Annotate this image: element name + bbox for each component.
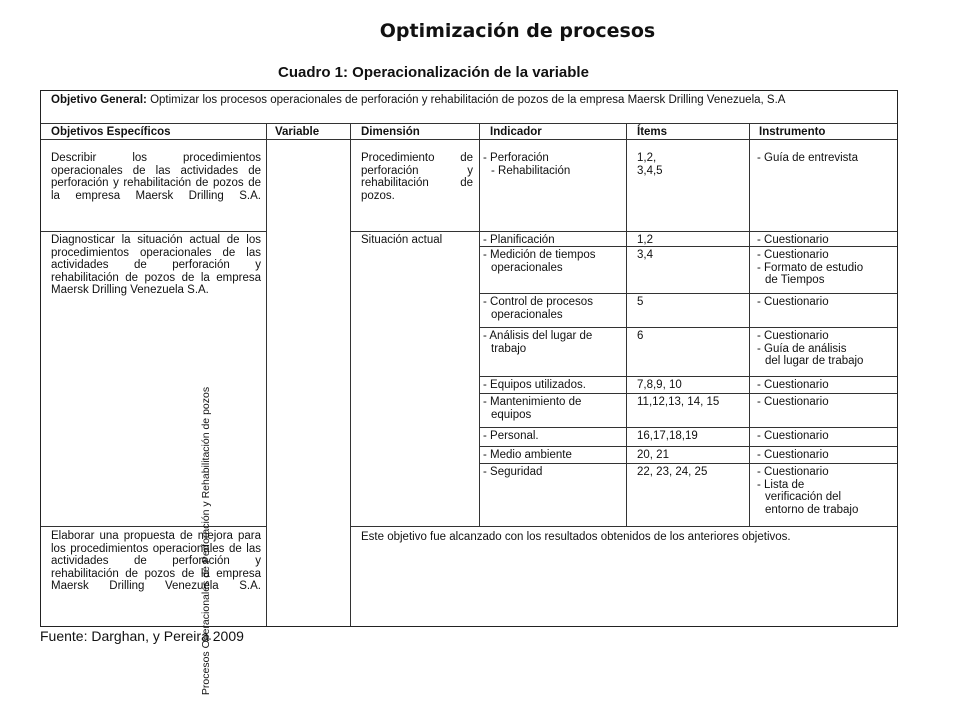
indicator-text: - Seguridad [483, 466, 543, 478]
variable-label: Procesos Operacionales de Perforación y Rehabilitación de pozos [200, 386, 212, 696]
items-text: 3,4,5 [637, 164, 663, 177]
indicator-text: trabajo [491, 342, 527, 355]
items-text: 7,8,9, 10 [637, 379, 682, 391]
instrument-text: - Cuestionario [757, 296, 829, 308]
table-source: Fuente: Darghan, y Pereira 2009 [40, 628, 244, 644]
dimension-procedimiento: Procedimiento de perforación y rehabilitación de pozos. [361, 152, 473, 202]
items-text: 3,4 [637, 249, 653, 261]
table-caption: Cuadro 1: Operacionalización de la variable [278, 64, 589, 81]
items-text: 5 [637, 296, 644, 308]
instrument-text: - Cuestionario [757, 396, 829, 408]
indicator-text: - Personal. [483, 430, 539, 442]
instrument-text: - Cuestionario [757, 430, 829, 442]
instrument-text: del lugar de trabajo [765, 355, 864, 367]
indicator-text: - Planificación [483, 234, 555, 246]
indicator-text: - Control de procesos [483, 296, 593, 308]
items-text: 1,2, [637, 152, 657, 164]
items-text: 20, 21 [637, 449, 669, 461]
instrument-text: - Lista de [757, 478, 805, 491]
dimension-situacion-actual: Situación actual [361, 234, 443, 246]
header-objetivos: Objetivos Específicos [51, 126, 171, 138]
items-text: 22, 23, 24, 25 [637, 466, 708, 478]
instrument-text: - Cuestionario [757, 466, 829, 478]
objetivo-especifico-2: Diagnosticar la situación actual de los procedimientos operacionales de las actividades de perforación y rehabilitación de pozos de la empresa Maersk Drilling Venezuela S.A. [51, 234, 261, 296]
objetivo-especifico-1: Describir los procedimientos operacionales de las actividades de perforación y rehabilitación de pozos de la empresa Maersk Drilling S.A. [51, 152, 261, 202]
header-dimension: Dimensión [361, 126, 420, 138]
header-items: Ítems [637, 126, 668, 138]
instrument-text: - Cuestionario [757, 379, 829, 391]
items-text: 16,17,18,19 [637, 430, 698, 442]
instrument-text: entorno de trabajo [765, 503, 859, 516]
objetivo-especifico-3: Elaborar una propuesta de mejora para los procedimientos operacionales de las actividades de perforación y rehabilitación de pozos de la empresa Maersk Drilling Venezuela S.A. [51, 530, 261, 592]
instrument-text: - Guía de entrevista [757, 152, 858, 164]
header-variable: Variable [275, 126, 320, 138]
instrument-text: - Guía de análisis [757, 342, 847, 355]
indicator-text: - Medición de tiempos [483, 249, 596, 261]
instrument-text: - Formato de estudio [757, 261, 864, 274]
instrument-text: - Cuestionario [757, 330, 829, 342]
objetivo-general-label: Objetivo General: [51, 94, 147, 106]
indicator-text: - Mantenimiento de [483, 396, 582, 408]
indicator-text: - Medio ambiente [483, 449, 572, 461]
instrument-text: verificación del [765, 491, 842, 503]
header-instrumento: Instrumento [759, 126, 826, 138]
header-indicador: Indicador [490, 126, 542, 138]
objetivo-general-text: Optimizar los procesos operacionales de perforación y rehabilitación de pozos de la empresa Maersk Drilling Venezuela, S.A [150, 94, 786, 106]
indicator-text: equipos [491, 408, 532, 421]
indicator-text: operacionales [491, 308, 563, 321]
instrument-text: - Cuestionario [757, 249, 829, 261]
items-text: 11,12,13, 14, 15 [637, 396, 720, 408]
items-text: 6 [637, 330, 644, 342]
indicator-text: - Perforación [483, 152, 549, 164]
indicator-text: - Equipos utilizados. [483, 379, 586, 391]
indicator-text: operacionales [491, 261, 563, 274]
indicator-text: - Rehabilitación [491, 164, 571, 177]
instrument-text: - Cuestionario [757, 449, 829, 461]
objetivo-3-note: Este objetivo fue alcanzado con los resultados obtenidos de los anteriores objetivos. [361, 531, 791, 543]
indicator-text: - Análisis del lugar de [483, 330, 593, 342]
slide-title: Optimización de procesos [379, 20, 656, 42]
instrument-text: - Cuestionario [757, 234, 829, 246]
items-text: 1,2 [637, 234, 653, 246]
instrument-text: de Tiempos [765, 274, 825, 286]
